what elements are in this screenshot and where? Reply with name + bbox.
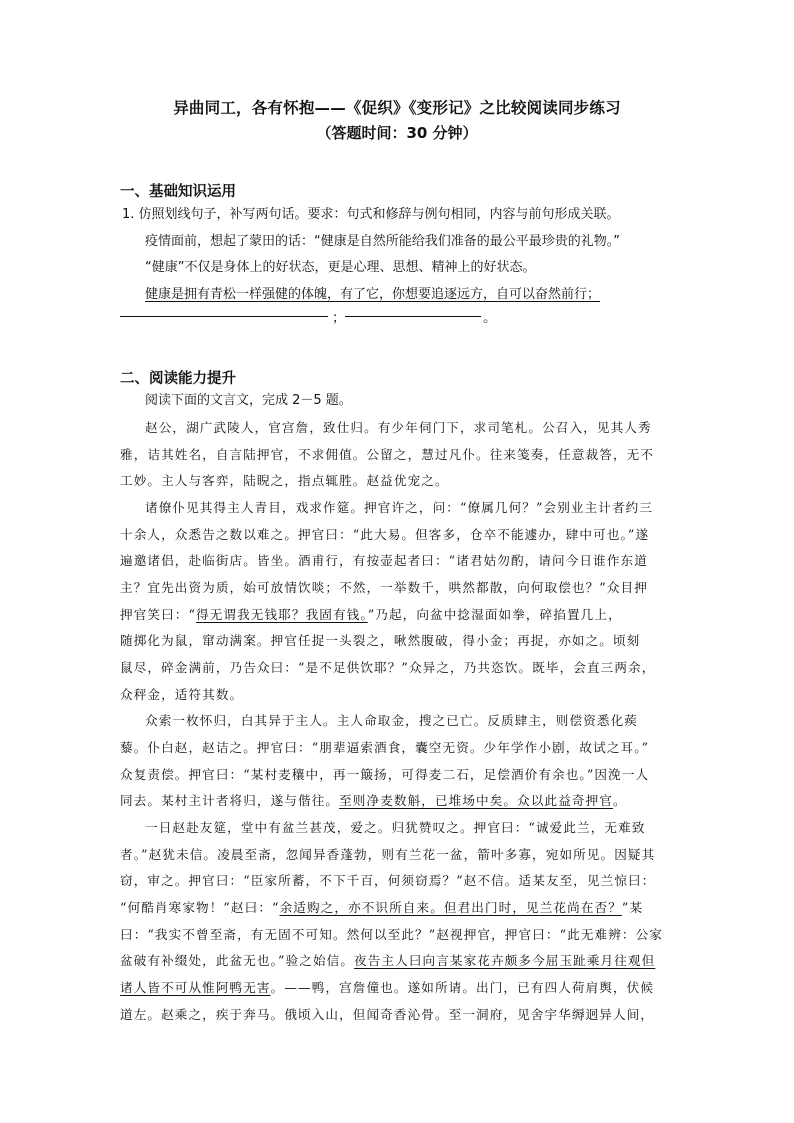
passage-p1-line: 工妙。主人与客弈，陆睨之，指点辄胜。赵益优宠之。 — [120, 473, 449, 488]
text-segment: 同去。某村主计者将归，遂与偕往。 — [120, 793, 340, 808]
passage-p4-line-underlined — [120, 952, 680, 970]
reading-instructions: 阅读下面的文言文，完成 2－5 题。 — [145, 393, 352, 408]
text-segment: 。 — [612, 793, 627, 808]
text-segment: ”乃起，向盆中捻湿面如拳，碎掐置几上， — [367, 607, 622, 622]
question1-context-1: 疫情面前，想起了蒙田的话：“健康是自然所能给我们准备的最公平最珍贵的礼物。” — [145, 234, 620, 249]
passage-p4-line: 道左。赵乘之，疾于奔马。俄顷入山，但闻奇香沁骨。至一洞府，见舍宇华缛迥异人间， — [120, 1007, 655, 1022]
underlined-quote: 得无谓我无钱耶？我固有钱。 — [196, 607, 368, 622]
passage-p3-line: 众索一枚怀归，白其异于主人。主人命取金，搜之已亡。反质肆主，则偿资悉化蒺 — [145, 713, 638, 728]
question1-prompt: 1. 仿照划线句子，补写两句话。要求：句式和修辞与例句相同，内容与前句形成关联。 — [122, 207, 620, 222]
passage-p4-line: 一日赵赴友筵，堂中有盆兰甚茂，爱之。归犹赞叹之。押官曰：“诚爱此兰，无难致 — [145, 820, 646, 835]
passage-p3-line: 藜。仆白赵，赵诘之。押官曰：“朋辈逼索酒食，囊空无资。少年学作小剧，故试之耳。” — [120, 740, 650, 755]
document-subtitle: （答题时间：30 分钟） — [316, 124, 478, 142]
passage-p4-line: 者。”赵犹未信。凌晨至斋，忽闻异香蓬勃，则有兰花一盆，箭叶多寡，宛如所见。因疑其 — [120, 847, 656, 862]
section1-heading: 一、基础知识运用 — [120, 184, 236, 200]
text-segment: 押官笑曰：“ — [120, 607, 197, 622]
text-segment: 盆破有补缀处，此盆无也。”验之始信。 — [120, 953, 355, 968]
underlined-sentence: 至则净麦数斛，已堆场中矣。众以此益奇押官 — [339, 793, 613, 808]
passage-p4-line-underlined — [120, 979, 680, 997]
underlined-sentence: 余适购之，亦不识所自来。但君出门时，见兰花尚在否？ — [279, 900, 622, 915]
passage-p4-line: 曰：“我实不曾至斋，有无固不可知。然何以至此？”赵视押官，押官曰：“此无难辨：公家 — [120, 927, 663, 942]
answer-end-mark: 。 — [483, 310, 497, 326]
answer-blank-1[interactable] — [120, 316, 328, 317]
passage-p2-line: 主？宜先出资为质，始可放情饮啖；不然，一举数千，哄然都散，向何取偿也？”众目押 — [120, 580, 648, 595]
text-segment: 。——鸭，宫詹僮也。遂如所请。出门，已有四人荷肩舆，伏候 — [270, 980, 655, 995]
underlined-sentence: 夜告主人曰向言某家花卉颇多今屈玉趾乘月往观但 — [354, 953, 656, 968]
passage-p1-line: 赵公，湖广武陵人，官宫詹，致仕归。有少年伺门下，求司笔札。公召入，见其人秀 — [145, 420, 652, 435]
question1-example-sentence: 健康是拥有青松一样强健的体魄，有了它，你想要追逐远方，自可以奋然前行； — [145, 287, 601, 302]
passage-p4-line: 窃，审之。押官曰：“臣家所蓄，不下千百，何须窃焉？”赵不信。适某友至，见兰惊曰： — [120, 873, 656, 888]
section2-heading: 二、阅读能力提升 — [120, 371, 236, 387]
passage-p2-line: 诸僚仆见其得主人青目，戏求作筵。押官许之，问：“僚属几何？”会别业主计者约三 — [145, 500, 654, 515]
answer-separator: ； — [332, 310, 346, 326]
passage-p2-line: 遍邀诸侣，赴临街店。皆坐。酒甫行，有按壶起者曰：“诸君姑勿酌，请问今日谁作东道 — [120, 553, 648, 568]
passage-p2-line: 随掷化为鼠，窜动满案。押官任捉一头裂之，啾然腹破，得小金；再捉，亦如之。顷刻 — [120, 633, 641, 648]
question1-context-2: “健康”不仅是身体上的好状态，更是心理、思想、精神上的好状态。 — [145, 260, 536, 275]
text-segment: ”某 — [621, 900, 644, 915]
text-segment: “何酷肖寒家物！”赵曰：“ — [120, 900, 280, 915]
answer-blank-2[interactable] — [345, 316, 481, 317]
passage-p3-line: 众复责偿。押官曰：“某村麦穰中，再一簸扬，可得麦二石，足偿酒价有余也。”因浼一人 — [120, 767, 650, 782]
passage-p2-line: 众秤金，适符其数。 — [120, 687, 244, 702]
document-title: 异曲同工，各有怀抱——《促织》《变形记》之比较阅读同步练习 — [173, 99, 621, 117]
underlined-sentence: 诸人皆不可从惟阿鸭无害 — [120, 980, 271, 995]
passage-p4-line-underlined — [120, 899, 680, 917]
passage-p3-line-underlined — [120, 792, 680, 810]
passage-p2-line: 鼠尽，碎金满前，乃告众曰：“是不足供饮耶？”众异之，乃共恣饮。既毕，会直三两余， — [120, 660, 656, 675]
passage-p2-line: 十余人，众悉告之数以难之。押官曰：“此大易。但客多，仓卒不能遽办，肆中可也。”遂 — [120, 527, 650, 542]
passage-p2-line-underlined — [120, 606, 680, 624]
passage-p1-line: 雅，诘其姓名，自言陆押官，不求佣值。公留之，慧过凡仆。往来笺奏，任意裁答，无不 — [120, 447, 655, 462]
